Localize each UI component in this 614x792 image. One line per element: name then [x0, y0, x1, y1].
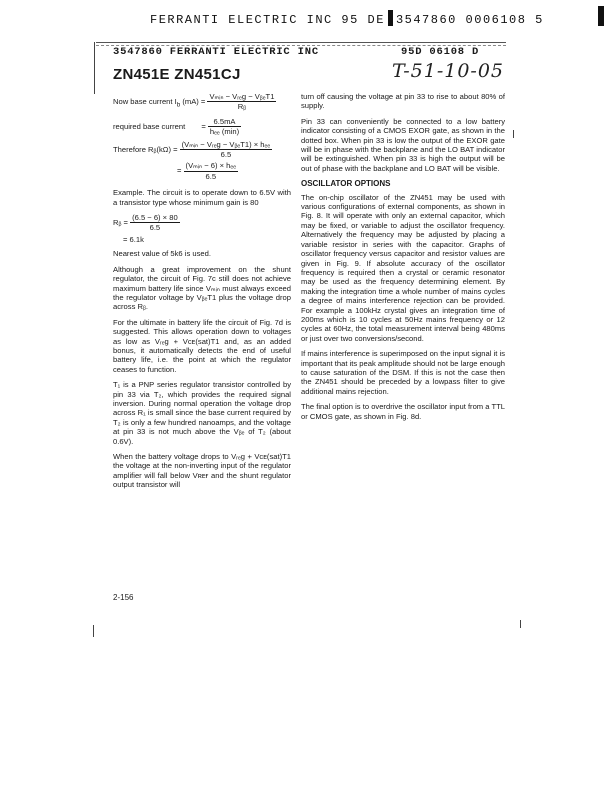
eq-fraction — [207, 92, 276, 112]
eq-fraction — [130, 213, 180, 233]
left-margin-line — [94, 42, 95, 94]
scan-mark — [520, 620, 521, 628]
left-column — [113, 92, 291, 496]
scan-block-mark — [388, 10, 393, 26]
eq-denominator: 6.5 — [205, 171, 217, 181]
eq-label-sub: b — [176, 101, 181, 109]
equation-example — [113, 213, 291, 233]
eq-denominator: 6.5 — [149, 223, 161, 233]
scan-header-right: 3547860 0006108 5 — [395, 13, 544, 27]
top-rule — [96, 42, 506, 43]
paragraph: For the ultimate in battery life the circuit of Fig. 7d is suggested. This allows operation down to voltages as low as Vᵣₑg + Vᴄᴇ(sat)T1 and, as an added bonus, it automatically detects the end of useful battery life, i.e. the point at which the regulator ceases to function. — [113, 317, 291, 374]
scan-mark — [93, 625, 94, 637]
eq-numerator: Vₘᵢₙ − Vᵣₑg − VᵦₑT1 — [209, 92, 275, 101]
paragraph: When the battery voltage drops to Vᵣₑg + Vᴄᴇ(sat)T1 the voltage at the non-inverting input of the regulator amplifier will fall below Vʀᴇғ and the shunt regulator output transistor will — [113, 452, 291, 490]
eq-label: Therefore Rᵦ(kΩ) — [113, 144, 171, 154]
eq-numerator: (Vₘᵢₙ − Vᵣₑg − VᵦₑT1) × hₑₑ — [181, 139, 271, 149]
scan-mark — [513, 130, 514, 138]
reference-code: 95D 06108 D — [401, 46, 480, 58]
eq-fraction — [184, 161, 238, 181]
equation-rb: Therefore Rᵦ(kΩ) = $\frac{\text{(Vₘᵢₙ − Vᵣₑg − VᵦₑT1) × hₑₑ}}{6.5}$ — [113, 139, 271, 160]
reference-line: 3547860 FERRANTI ELECTRIC INC — [113, 46, 319, 58]
paragraph: If mains interference is superimposed on the input signal it is important that its peak amplitude should not be large enough to cause saturation of the DSM. If this is not the case then the ZN451 should be preceded by a lowpass filter to give additional mains rejection. — [301, 349, 505, 396]
handwritten-code: T-51-10-05 — [392, 60, 505, 82]
nearest-value-text: Nearest value of 5k6 is used. — [113, 249, 211, 259]
eq-label: Rᵦ = — [113, 217, 131, 227]
eq-denominator: Rᵦ — [237, 102, 247, 112]
eq-numerator: 6.5mA — [208, 117, 241, 127]
eq-label: required base current — [113, 121, 186, 131]
paragraph: Although a great improvement on the shunt regulator, the circuit of Fig. 7c still does not achieve maximum battery life since Vₘᵢₙ must always exceed the regulator voltage by VᵦₑT1 plus the voltage drop across Rᵦ. — [113, 264, 291, 312]
equation-result: = 6.1k — [123, 234, 144, 244]
eq-label: Now base current I — [113, 96, 177, 106]
page-title: ZN451E ZN451CJ — [113, 66, 241, 83]
eq-numerator: (6.5 − 6) × 80 — [132, 213, 178, 223]
eq-unit: (mA) = — [180, 96, 208, 106]
paragraph: T₁ is a PNP series regulator transistor controlled by pin 33 via T₂, which provides the required signal inversion. During normal operation the voltage drop across R₁ is small since the base current required by T₂ is only a few hundred nanoamps, and the voltage at pin 33 is not much above the Vᵦₑ of T₂ (about 0.6V). — [113, 380, 291, 446]
eq-fraction — [208, 117, 241, 137]
scan-bar-mark — [598, 6, 604, 26]
eq-fraction — [180, 140, 273, 160]
eq-denominator: 6.5 — [220, 150, 232, 160]
paragraph: turn off causing the voltage at pin 33 to rise to about 80% of supply. — [301, 92, 505, 111]
paragraph: Pin 33 can conveniently be connected to a low battery indicator consisting of a CMOS EXOR gate, as shown in the dotted box. When pin 33 is low the output of the EXOR gate will be in phase with the backplane and the LO BAT indicator will be extinguished. When pin 33 is high the output will be out of phase with the backplane and LO BAT will be visible. — [301, 116, 505, 173]
paragraph: The on-chip oscillator of the ZN451 may be used with various configurations of external components, as shown in Fig. 8. It will operate with only an external capacitor, which may be fixed, or variable to adjust the oscillator frequency. Alternatively the frequency may be adjusted by placing a variable resistor in series with the capacitor. Graphs of oscillator frequency versus capacitor and resistor values are given in Fig. 9. If absolute accuracy of the oscillator frequency is required then a crystal or ceramic resonator may be used as the frequency determining element. By making the integration time a whole number of mains cycles a degree of mains interference rejection can be provided. For example a 100kHz crystal gives an integration time of 200ms which is 10 cycles at 50Hz mains frequency or 12 cycles at 60Hz, the total measurement interval being 480ms or just over two conversions/second. — [301, 192, 505, 343]
scan-header-left: FERRANTI ELECTRIC INC 95 DE — [150, 13, 385, 27]
right-column — [301, 92, 505, 427]
equation-rb-simplified: = $\frac{\text{(Vₘᵢₙ − 6) × hₑₑ}}{6.5}$ — [177, 161, 237, 181]
eq-numerator: (Vₘᵢₙ − 6) × hₑₑ — [185, 161, 237, 171]
equation-base-current — [113, 92, 291, 112]
scan-header-line — [150, 10, 544, 27]
page-number: 2-156 — [113, 593, 134, 602]
paragraph: The final option is to overdrive the oscillator input from a TTL or CMOS gate, as shown in Fig. 8d. — [301, 402, 505, 421]
equation-required-current: required base current = $\frac{6.5mA}{\text{hₑₑ (min)}}$ — [113, 116, 240, 137]
section-heading: OSCILLATOR OPTIONS — [301, 179, 391, 189]
example-text: Example. The circuit is to operate down to 6.5V with a transistor type whose minimum gain is 80 — [113, 188, 291, 207]
eq-denominator: hₑₑ (min) — [209, 127, 240, 137]
